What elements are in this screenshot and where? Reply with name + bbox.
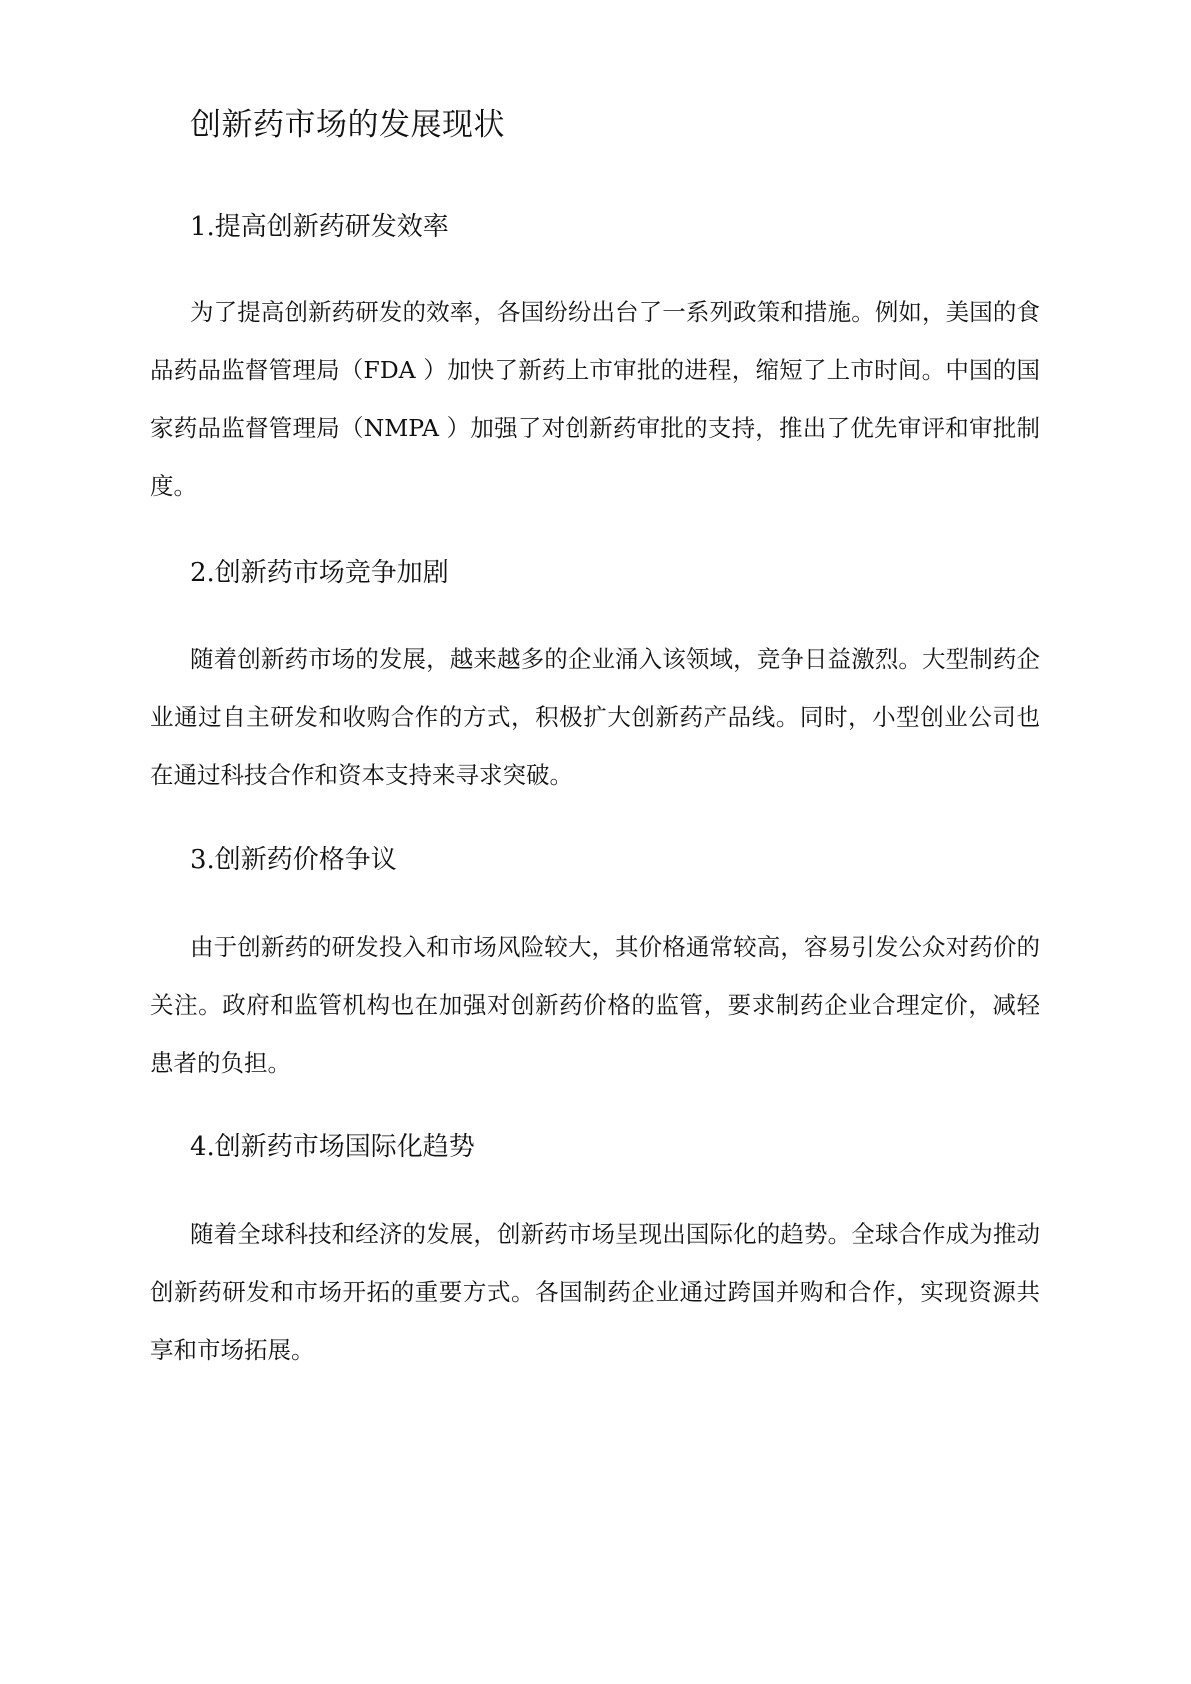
section-4-heading: 4.创新药市场国际化趋势	[190, 1132, 475, 1162]
section-1-paragraph: 为了提高创新药研发的效率，各国纷纷出台了一系列政策和措施。例如，美国的食品药品监督管理局（FDA ）加快了新药上市审批的进程，缩短了上市时间。中国的国家药品监督管理局（NMPA ）加强了对创新药审批的支持，推出了优先审评和审批制度。	[150, 298, 1040, 500]
document-title: 创新药市场的发展现状	[190, 107, 505, 143]
section-3-heading: 3.创新药价格争议	[190, 845, 397, 875]
section-4-paragraph: 随着全球科技和经济的发展，创新药市场呈现出国际化的趋势。全球合作成为推动创新药研发和市场开拓的重要方式。各国制药企业通过跨国并购和合作，实现资源共享和市场拓展。	[150, 1220, 1040, 1364]
section-2-paragraph: 随着创新药市场的发展，越来越多的企业涌入该领域，竞争日益激烈。大型制药企业通过自主研发和收购合作的方式，积极扩大创新药产品线。同时，小型创业公司也在通过科技合作和资本支持来寻求突破。	[150, 645, 1040, 789]
section-1-heading: 1.提高创新药研发效率	[190, 212, 449, 242]
section-3-paragraph: 由于创新药的研发投入和市场风险较大，其价格通常较高，容易引发公众对药价的关注。政府和监管机构也在加强对创新药价格的监管，要求制药企业合理定价，减轻患者的负担。	[150, 933, 1040, 1077]
section-2-heading: 2.创新药市场竞争加剧	[190, 558, 449, 588]
